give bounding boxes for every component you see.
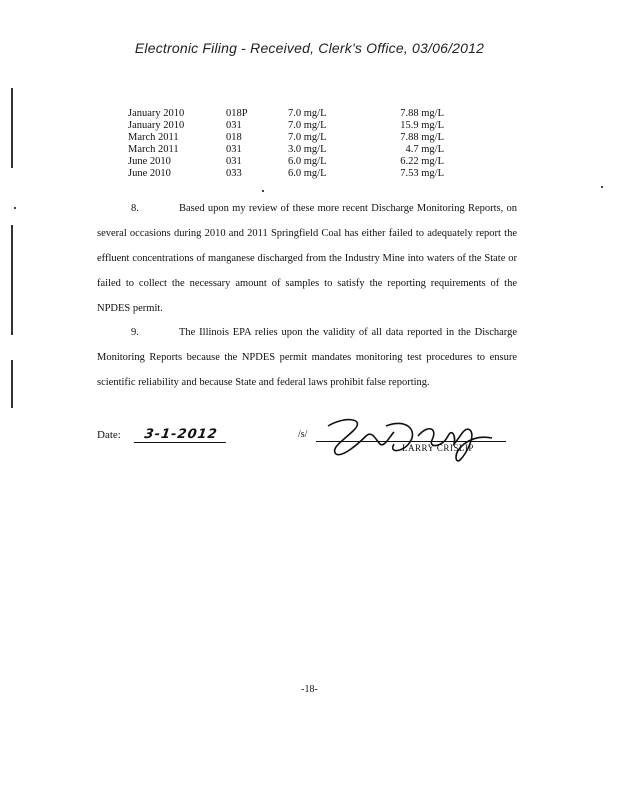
report-date: March 2011 <box>128 132 179 143</box>
permit-limit: 7.0 mg/L <box>288 108 327 119</box>
outfall-number: 031 <box>226 144 242 155</box>
handwritten-signature <box>314 414 504 464</box>
outfall-number: 018P <box>226 108 248 119</box>
scan-speck <box>601 186 603 188</box>
reported-result: 7.53 mg/L <box>400 168 444 179</box>
report-date: June 2010 <box>128 156 171 167</box>
report-date: January 2010 <box>128 108 185 119</box>
permit-limit: 3.0 mg/L <box>288 144 327 155</box>
report-date: March 2011 <box>128 144 179 155</box>
table-row <box>128 120 444 132</box>
outfall-number: 033 <box>226 168 242 179</box>
report-date: June 2010 <box>128 168 171 179</box>
margin-scan-line <box>11 360 13 408</box>
outfall-number: 031 <box>226 120 242 131</box>
table-row <box>128 108 444 120</box>
paragraph-8 <box>97 196 517 321</box>
scan-speck <box>262 190 264 192</box>
report-date: January 2010 <box>128 120 185 131</box>
page-number: -18- <box>301 684 318 695</box>
reported-result: 6.22 mg/L <box>400 156 444 167</box>
paragraph-text: The Illinois EPA relies upon the validity of all data reported in the Discharge Monitoring Reports because the NPDES permit mandates monitoring test procedures to ensure scientific reliability and because State and federal laws prohibit false reporting. <box>97 327 517 388</box>
outfall-number: 031 <box>226 156 242 167</box>
electronic-filing-header: Electronic Filing - Received, Clerk's Office, 03/06/2012 <box>134 40 485 56</box>
date-label: Date: <box>97 429 121 441</box>
table-row <box>128 168 444 180</box>
reported-result: 7.88 mg/L <box>400 132 444 143</box>
signature-date <box>97 427 227 443</box>
permit-limit: 7.0 mg/L <box>288 120 327 131</box>
table-row <box>128 144 444 156</box>
permit-limit: 7.0 mg/L <box>288 132 327 143</box>
dmr-results-table <box>128 108 444 180</box>
table-row <box>128 156 444 168</box>
signature-block <box>296 414 516 464</box>
signer-name: LARRY CRISLIP <box>402 443 474 453</box>
permit-limit: 6.0 mg/L <box>288 156 327 167</box>
margin-scan-line <box>11 225 13 335</box>
outfall-number: 018 <box>226 132 242 143</box>
scan-speck <box>14 207 16 209</box>
signature-mark: /s/ <box>298 429 308 440</box>
paragraph-9 <box>97 320 517 395</box>
reported-result: 15.9 mg/L <box>400 120 444 131</box>
paragraph-number: 8. <box>131 203 139 214</box>
reported-result: 4.7 mg/L <box>405 144 444 155</box>
margin-scan-line <box>11 88 13 168</box>
table-row <box>128 132 444 144</box>
handwritten-date: 3-1-2012 <box>134 427 228 443</box>
paragraph-text: Based upon my review of these more recent Discharge Monitoring Reports, on several occasions during 2010 and 2011 Springfield Coal has either failed to adequately report the effluent concentrations of manganese discharged from the Industry Mine into waters of the State or failed to collect the necessary amount of samples to satisfy the reporting requirements of the NPDES permit. <box>97 203 517 314</box>
paragraph-number: 9. <box>131 327 139 338</box>
permit-limit: 6.0 mg/L <box>288 168 327 179</box>
reported-result: 7.88 mg/L <box>400 108 444 119</box>
